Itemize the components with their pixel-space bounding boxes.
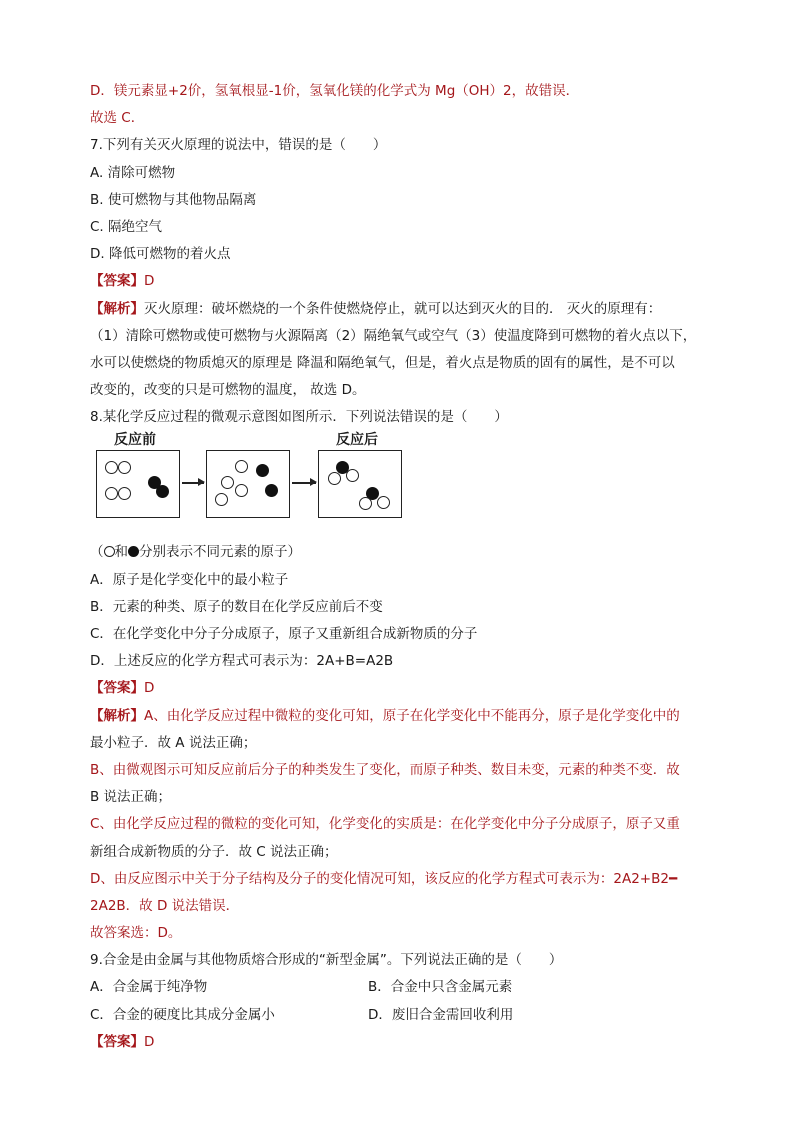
q8-analysis-line-8: 2A2B．故 D 说法错误． bbox=[90, 897, 240, 914]
q9-option-d: D．废旧合金需回收利用 bbox=[368, 1006, 514, 1023]
q7-analysis-line-3: 水可以使燃烧的物质熄灭的原理是 降温和隔绝氧气，但是，着火点是物质的固有的属性，是不可以 bbox=[90, 354, 675, 371]
q8-analysis-line-3: B、由微观图示可知反应前后分子的种类发生了变化，而原子种类、数目未变，元素的种类不变．故 bbox=[90, 761, 680, 778]
exam-page bbox=[90, 78, 715, 1056]
prev-option-d: D．镁元素显+2价，氢氧根显-1价，氢氧化镁的化学式为 Mg（OH）2，故错误． bbox=[90, 83, 580, 99]
white-circle-icon bbox=[104, 546, 115, 557]
q9-option-a: A．合金属于纯净物 bbox=[90, 979, 208, 996]
q9-options-row-1 bbox=[90, 974, 715, 1001]
white-atom bbox=[346, 469, 359, 482]
q8-analysis-line-1 bbox=[90, 703, 715, 730]
black-atom bbox=[156, 485, 169, 498]
answer-value: D bbox=[144, 273, 155, 290]
answer-tag: 【答案】 bbox=[90, 1033, 144, 1050]
q9-option-b: B．合金中只含金属元素 bbox=[368, 979, 513, 996]
white-atom bbox=[377, 496, 390, 509]
analysis-tag: 【解析】 bbox=[90, 707, 144, 724]
q7-analysis-line-1 bbox=[90, 296, 715, 323]
answer-value: D bbox=[144, 1033, 155, 1050]
box-after-reaction bbox=[318, 450, 402, 518]
white-atom bbox=[215, 493, 228, 506]
q7-analysis-line-4: 改变的，改变的只是可燃物的温度， 故选 D。 bbox=[90, 382, 366, 399]
q8-option-c: C．在化学变化中分子分成原子，原子又重新组合成新物质的分子 bbox=[90, 626, 478, 642]
q7-answer bbox=[90, 268, 715, 295]
arrow-icon bbox=[292, 482, 316, 483]
legend-suffix: 分别表示不同元素的原子） bbox=[139, 544, 301, 561]
legend-and: 和 bbox=[114, 544, 128, 561]
q7-option-b: B. 使可燃物与其他物品隔离 bbox=[90, 191, 257, 208]
label-before-reaction: 反应前 bbox=[114, 432, 156, 449]
answer-tag: 【答案】 bbox=[90, 680, 144, 697]
q8-analysis-line-5: C、由化学反应过程的微粒的变化可知，化学变化的实质是：在化学变化中分子分成原子，原子又重 bbox=[90, 816, 680, 833]
answer-value: D bbox=[144, 680, 155, 697]
q9-option-c: C．合金的硬度比其成分金属小 bbox=[90, 1006, 275, 1023]
white-atom bbox=[328, 472, 341, 485]
arrow-icon bbox=[182, 482, 204, 483]
white-atom bbox=[359, 497, 372, 510]
q9-answer bbox=[90, 1029, 715, 1056]
white-atom bbox=[221, 476, 234, 489]
black-atom bbox=[265, 484, 278, 497]
white-atom bbox=[235, 484, 248, 497]
q7-option-a: A. 清除可燃物 bbox=[90, 164, 176, 181]
q8-legend bbox=[90, 539, 715, 566]
prev-answer-line: 故选 C． bbox=[90, 110, 145, 127]
q9-options-row-2 bbox=[90, 1002, 715, 1029]
q8-analysis-line-4: B 说法正确； bbox=[90, 789, 172, 806]
box-during-reaction bbox=[206, 450, 290, 518]
white-atom bbox=[105, 461, 118, 474]
answer-tag: 【答案】 bbox=[90, 273, 144, 290]
q8-answer bbox=[90, 675, 715, 702]
white-atom bbox=[118, 487, 131, 500]
q8-stem: 8.某化学反应过程的微观示意图如图所示．下列说法错误的是（ ） bbox=[90, 409, 508, 426]
analysis-text: A、由化学反应过程中微粒的变化可知，原子在化学变化中不能再分，原子是化学变化中的 bbox=[144, 707, 680, 724]
black-atom bbox=[256, 464, 269, 477]
label-after-reaction: 反应后 bbox=[336, 432, 378, 449]
q8-option-a: A．原子是化学变化中的最小粒子 bbox=[90, 571, 289, 588]
box-before-reaction bbox=[96, 450, 180, 518]
q8-option-d: D．上述反应的化学方程式可表示为：2A+B=A2B bbox=[90, 653, 394, 670]
q8-conclusion: 故答案选：D。 bbox=[90, 925, 182, 942]
analysis-text: 灭火原理：破坏燃烧的一个条件使燃烧停止，就可以达到灭火的目的． 灭火的原理有： bbox=[144, 300, 662, 317]
q7-stem: 7.下列有关灭火原理的说法中，错误的是（ ） bbox=[90, 137, 387, 154]
white-atom bbox=[235, 460, 248, 473]
q7-analysis-line-2: （1）清除可燃物或使可燃物与火源隔离（2）隔绝氧气或空气（3）使温度降到可燃物的着火点以下， bbox=[90, 327, 697, 344]
reaction-diagram bbox=[90, 431, 715, 539]
q8-analysis-line-6: 新组合成新物质的分子．故 C 说法正确； bbox=[90, 843, 338, 860]
white-atom bbox=[118, 461, 131, 474]
q7-option-d: D. 降低可燃物的着火点 bbox=[90, 246, 231, 263]
black-circle-icon bbox=[128, 546, 139, 557]
white-atom bbox=[105, 487, 118, 500]
legend-prefix: （ bbox=[90, 544, 104, 561]
q9-stem: 9.合金是由金属与其他物质熔合形成的“新型金属”。下列说法正确的是（ ） bbox=[90, 952, 563, 969]
q8-analysis-line-2: 最小粒子．故 A 说法正确； bbox=[90, 734, 257, 751]
q8-analysis-line-7: D、由反应图示中关于分子结构及分子的变化情况可知，该反应的化学方程式可表示为：2A2+B2━ bbox=[90, 870, 678, 887]
q8-option-b: B．元素的种类、原子的数目在化学反应前后不变 bbox=[90, 598, 383, 615]
q7-option-c: C. 隔绝空气 bbox=[90, 218, 163, 235]
analysis-tag: 【解析】 bbox=[90, 300, 144, 317]
